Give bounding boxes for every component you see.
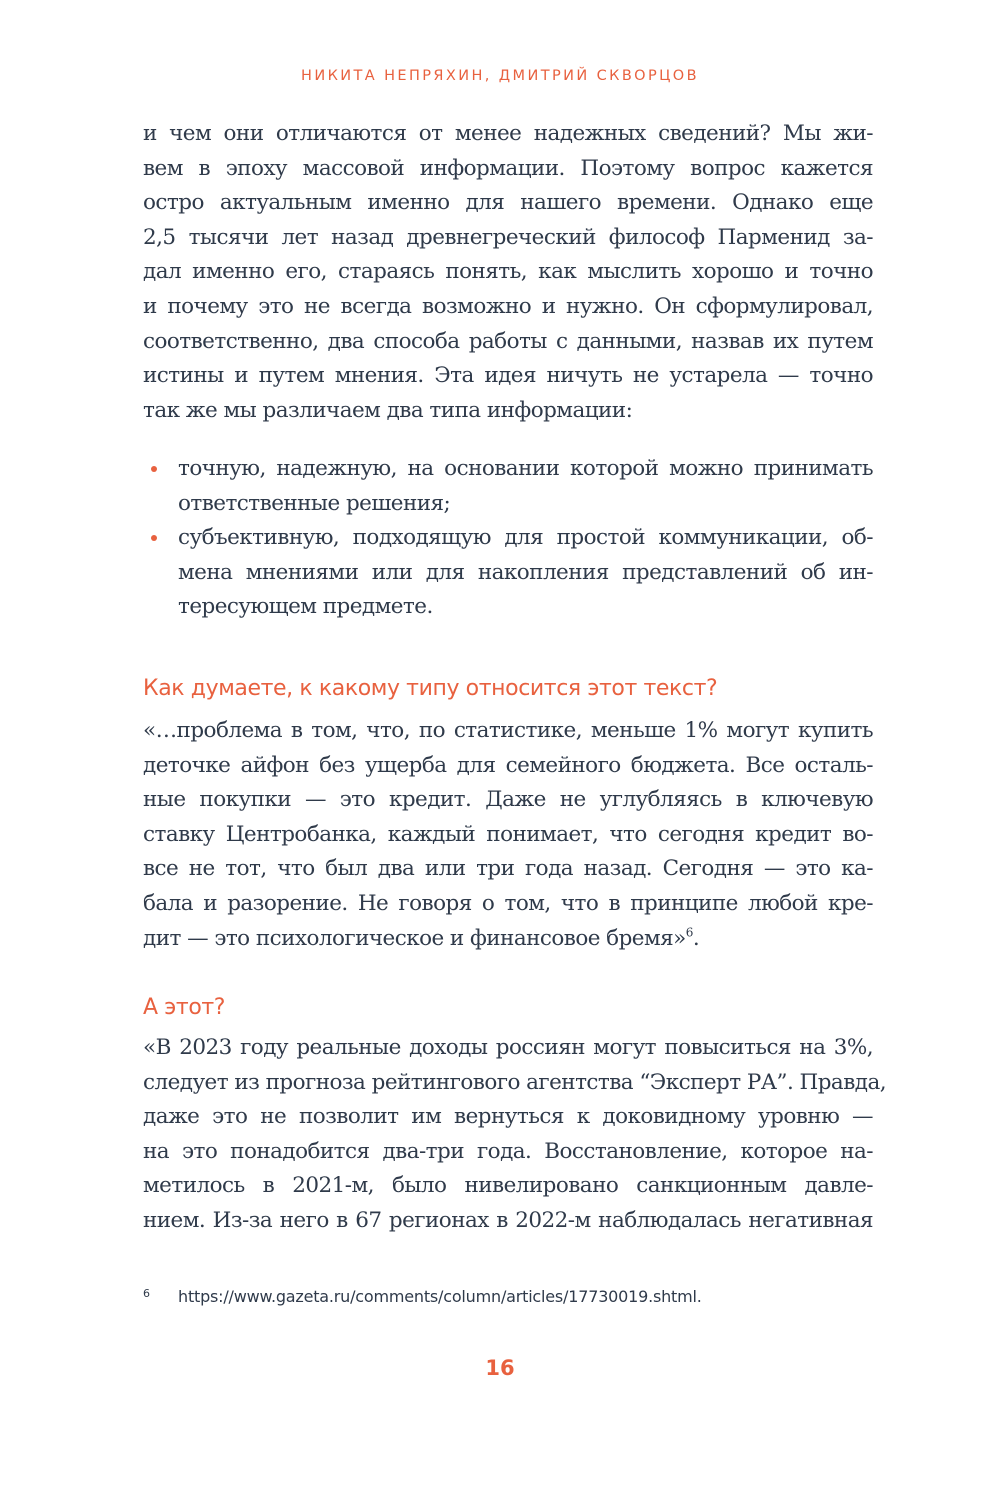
page-number: 16 (485, 1356, 515, 1380)
quote-line: следует из прогноза рейтингового агентства “Эксперт РА”. Правда, (143, 1069, 886, 1095)
quote-line (143, 922, 873, 957)
footnote-reference[interactable]: 6 (685, 925, 693, 940)
information-types-list (143, 452, 873, 625)
intro-line: истины и путем мнения. Эта идея ничуть не устарела — точно (143, 363, 873, 389)
quote-line: ные покупки — это кредит. Даже не углубляясь в ключевую (143, 787, 873, 813)
quote-line-text: дит — это психологическое и финансовое бремя» (143, 925, 686, 951)
quote-line: «…проблема в том, что, по статистике, меньше 1% могут купить (143, 718, 873, 743)
quote-paragraph-two (143, 1031, 886, 1239)
intro-line: и чем они отличаются от менее надежных сведений? Мы жи- (143, 121, 873, 146)
footnote (143, 1287, 702, 1306)
intro-line: остро актуальным именно для нашего времени. Однако еще (143, 190, 873, 216)
quote-line: ставку Центробанка, каждый понимает, что сегодня кредит во- (143, 821, 873, 847)
quote-line: «В 2023 году реальные доходы россиян могут повыситься на 3%, (143, 1035, 873, 1060)
intro-line: дал именно его, стараясь понять, как мыслить хорошо и точно (143, 259, 873, 285)
question-heading-one: Как думаете, к какому типу относится этот текст? (143, 676, 718, 701)
intro-line: и почему это не всегда возможно и нужно. Он сформулировал, (143, 293, 873, 319)
intro-line: вем в эпоху массовой информации. Поэтому вопрос кажется (143, 155, 873, 181)
quote-paragraph-one (143, 714, 873, 956)
list-item-line: ответственные решения; (178, 490, 451, 516)
running-head: НИКИТА НЕПРЯХИН, ДМИТРИЙ СКВОРЦОВ (301, 68, 699, 84)
list-item-line: точную, надежную, на основании которой можно принимать (178, 456, 873, 481)
quote-line-end: . (692, 925, 700, 951)
intro-line: соответственно, два способа работы с данными, назвав их путем (143, 328, 873, 354)
question-heading-two: А этот? (143, 995, 226, 1020)
quote-line: на это понадобится два-три года. Восстановление, которое на- (143, 1138, 873, 1164)
list-item-line: субъективную, подходящую для простой коммуникации, об- (178, 525, 873, 551)
intro-line: так же мы различаем два типа информации: (143, 397, 633, 423)
list-item (143, 452, 873, 521)
quote-line: бала и разорение. Не говоря о том, что в принципе любой кре- (143, 890, 873, 916)
bullet-dot-icon (151, 535, 157, 541)
bullet-dot-icon (151, 466, 157, 472)
list-item-line: мена мнениями или для накопления представлений об ин- (178, 559, 873, 585)
quote-line: деточке айфон без ущерба для семейного бюджета. Все осталь- (143, 752, 873, 778)
quote-line: метилось в 2021-м, было нивелировано санкционным давле- (143, 1173, 873, 1199)
quote-line: даже это не позволит им вернуться к доковидному уровню — (143, 1104, 873, 1130)
quote-line: все не тот, что был два или три года назад. Сегодня — это ка- (143, 856, 873, 882)
quote-line: нием. Из-за него в 67 регионах в 2022-м наблюдалась негативная (143, 1207, 873, 1233)
intro-line: 2,5 тысячи лет назад древнегреческий философ Парменид за- (143, 224, 873, 250)
list-item (143, 521, 873, 625)
list-item-line: тересующем предмете. (178, 594, 433, 620)
footnote-number: 6 (143, 1287, 150, 1301)
footnote-link[interactable]: https://www.gazeta.ru/comments/column/articles/17730019.shtml. (178, 1287, 702, 1306)
intro-paragraph (143, 117, 873, 428)
